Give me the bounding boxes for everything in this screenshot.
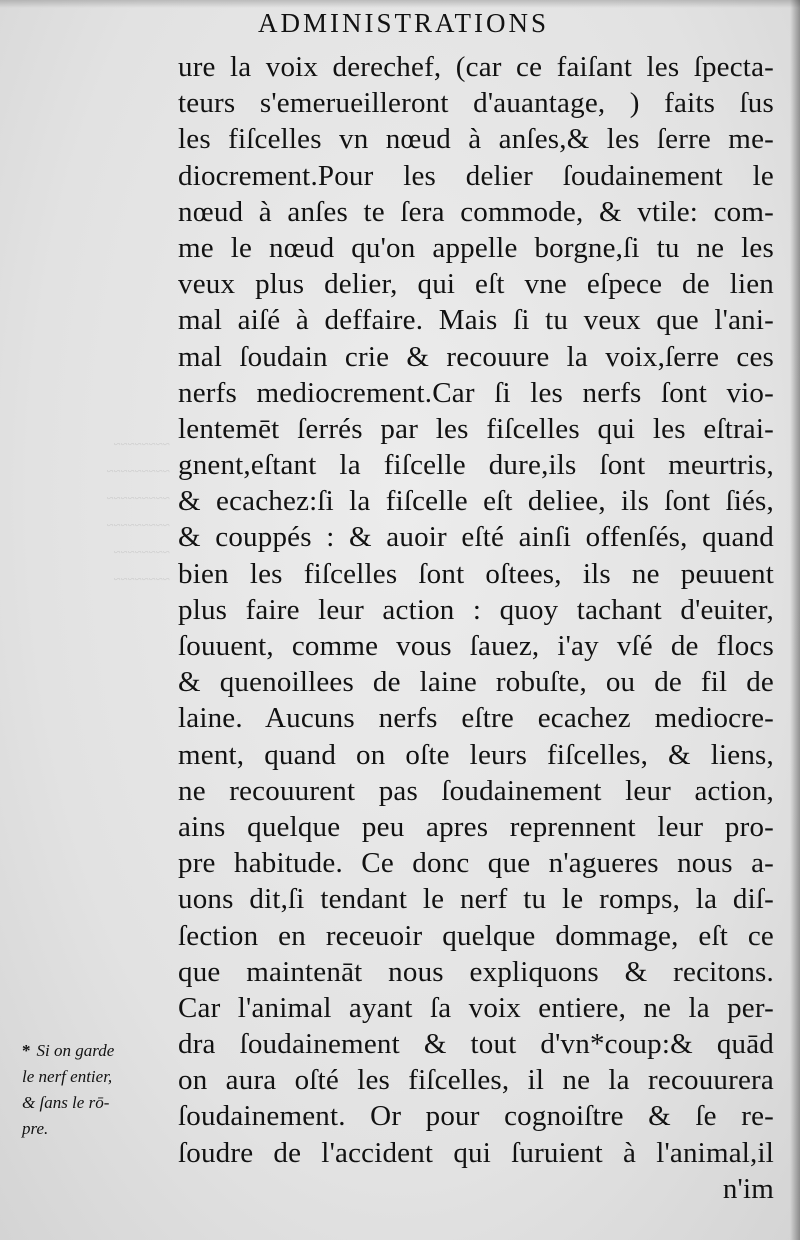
text-line: diocrement.Pour les delier ſoudainement le: [178, 159, 774, 192]
text-line: bien les fiſcelles ſont oſtees, ils ne peuuent: [178, 557, 774, 590]
text-line: ſoudainement. Or pour cognoiſtre & ſe re-: [178, 1100, 774, 1133]
text-line: veux plus delier, qui eſt vne eſpece de lien: [178, 268, 774, 301]
text-line: pre habitude. Ce donc que n'agueres nous a-: [178, 847, 774, 880]
margin-note-line: pre.: [22, 1119, 49, 1138]
text-line: lentemēt ſerrés par les fiſcelles qui les eſtrai-: [178, 412, 774, 445]
text-line: ne recouurent pas ſoudainement leur action,: [178, 774, 774, 807]
page-top-edge: [0, 0, 800, 8]
text-line: & quenoillees de laine robuſte, ou de fil de: [178, 666, 774, 699]
text-line: ure la voix derechef, (car ce faiſant les ſpecta-: [178, 51, 774, 83]
main-text-column: [178, 49, 774, 1207]
text-line: que maintenāt nous expliquons & recitons.: [178, 955, 774, 988]
margin-note-line: & ſans le rō-: [22, 1093, 110, 1112]
text-line: ment, quand on oſte leurs fiſcelles, & liens,: [178, 738, 774, 771]
text-line: mal aiſé à deffaire. Mais ſi tu veux que l'ani-: [178, 304, 774, 337]
text-line: n'im: [722, 1172, 774, 1205]
page-binding-shadow: [790, 0, 800, 1240]
text-line: Car l'animal ayant ſa voix entiere, ne la per-: [178, 991, 774, 1024]
text-line: & couppés : & auoir eſté ainſi offenſés, quand: [178, 521, 774, 554]
text-line: ſection en receuoir quelque dommage, eſt ce: [178, 919, 774, 952]
text-line: me le nœud qu'on appelle borgne,ſi tu ne les: [178, 231, 774, 264]
text-line: uons dit,ſi tendant le nerf tu le romps, la diſ-: [178, 883, 774, 916]
text-line: & ecachez:ſi la fiſcelle eſt deliee, ils ſont ſiés,: [178, 485, 774, 518]
bleed-through-text: ~~~~~~~~ ~~~~~~~~~ ~~~~~~~~~ ~~~~~~~~~ ~~~~~~~~ ~~~~~~~~: [106, 436, 170, 586]
margin-note-line: le nerf entier,: [22, 1067, 113, 1086]
text-line: on aura oſté les fiſcelles, il ne la recouurera: [178, 1064, 774, 1097]
text-line: ſouuent, comme vous ſauez, i'ay vſé de flocs: [178, 630, 774, 662]
text-line: nœud à anſes te ſera commode, & vtile: com-: [178, 195, 774, 228]
margin-note: [22, 1038, 182, 1142]
text-line: dra ſoudainement & tout d'vn*coup:& quād: [178, 1028, 774, 1061]
text-line: ſoudre de l'accident qui ſuruient à l'animal,il: [178, 1136, 774, 1169]
text-line: ains quelque peu apres reprennent leur pro-: [178, 810, 774, 843]
margin-note-line: [22, 1038, 182, 1064]
text-line: nerfs mediocrement.Car ſi les nerfs ſont vio-: [178, 376, 774, 409]
text-line: les fiſcelles vn nœud à anſes,& les ſerre me-: [178, 123, 774, 156]
text-line: teurs s'emerueilleront d'auantage, ) faits ſus: [178, 87, 774, 120]
running-header: ADMINISTRATIONS: [258, 8, 550, 38]
note-asterisk-marker: *: [22, 1041, 31, 1060]
text-line: gnent,eſtant la fiſcelle dure,ils ſont meurtris,: [178, 449, 774, 482]
text-line: plus faire leur action : quoy tachant d'euiter,: [178, 593, 774, 626]
text-line: laine. Aucuns nerfs eſtre ecachez mediocre-: [178, 702, 774, 735]
margin-note-text: Si on garde: [36, 1041, 115, 1060]
text-line: mal ſoudain crie & recouure la voix,ſerre ces: [178, 340, 774, 373]
